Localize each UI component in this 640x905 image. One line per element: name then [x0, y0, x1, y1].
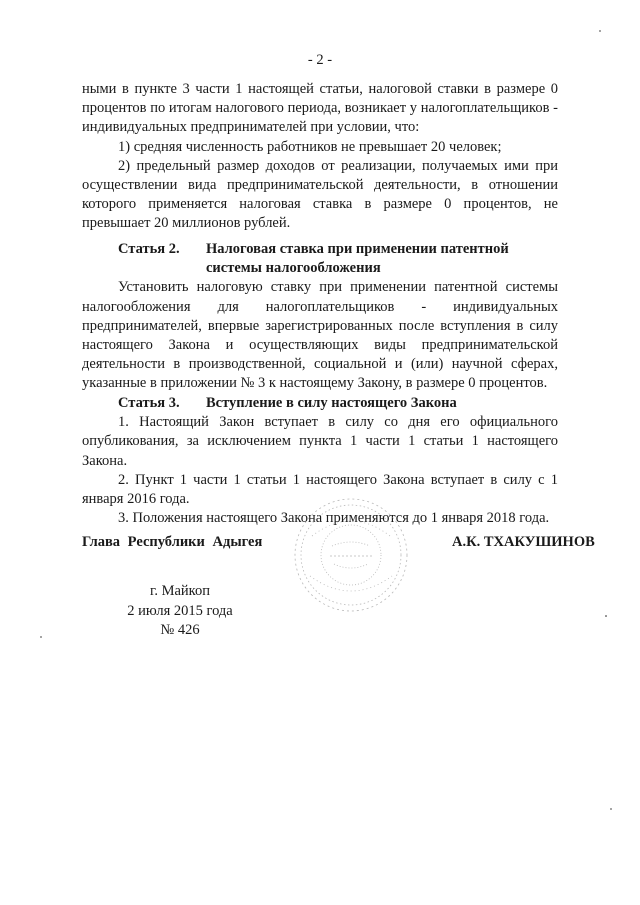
law-number: № 426 [160, 622, 200, 638]
scan-speck [599, 30, 601, 32]
article-2 [82, 240, 558, 394]
page-number: - 2 - [307, 52, 333, 68]
official-seal-stamp [292, 496, 410, 614]
article-3-number: Статья 3. [118, 395, 180, 411]
article-3-paragraph: 3. Положения настоящего Закона применяются до 1 января 2018 года. [118, 510, 550, 527]
intro-paragraph: 2) предельный размер доходов от реализации, получаемых ими при осуществлении вида предпринимательской деятельности, в отношении которого применяется налоговая ставка в размере 0 процентов, не превышает 20 миллионов рублей. [82, 157, 558, 232]
article-2-number: Статья 2. [118, 241, 180, 257]
place-date-block [110, 582, 250, 641]
city: г. Майкоп [150, 583, 210, 599]
article-2-paragraph: Установить налоговую ставку при применении патентной системы налогообложения для налогоплательщиков - индивидуальных предпринимателей, впервые зарегистрированных после вступления в силу настоящего Закона и осуществляющих виды предпринимательской деятельности в производственной, социальной и (или) научной сферах, указанные в приложении № 3 к настоящему Закону, в размере 0 процентов. [82, 279, 558, 392]
signatory-position: Глава Республики Адыгея [82, 534, 263, 550]
scan-speck [610, 808, 612, 810]
intro-paragraph: 1) средняя численность работников не превышает 20 человек; [118, 138, 502, 155]
intro-section [82, 80, 558, 234]
article-2-title: Налоговая ставка при применении патентной системы налогообложения [206, 241, 509, 277]
date: 2 июля 2015 года [127, 602, 233, 619]
article-3-title: Вступление в силу настоящего Закона [206, 395, 457, 411]
signatory-name: А.К. ТХАКУШИНОВ [452, 534, 595, 550]
intro-paragraph: ными в пункте 3 части 1 настоящей статьи, налоговой ставки в размере 0 процентов по итогам налогового периода, возникает у налогоплательщиков - индивидуальных предпринимателей при условии, что: [82, 81, 558, 136]
scan-speck [605, 615, 607, 617]
article-3-paragraph: 1. Настоящий Закон вступает в силу со дня его официального опубликования, за исключением пункта 1 части 1 статьи 1 настоящего Закона. [82, 414, 558, 469]
article-2-heading [82, 240, 558, 278]
scan-speck [40, 636, 42, 638]
article-3-paragraph: 2. Пункт 1 части 1 статьи 1 настоящего Закона вступает в силу с 1 января 2016 года. [82, 471, 558, 508]
article-3-heading [82, 394, 558, 413]
